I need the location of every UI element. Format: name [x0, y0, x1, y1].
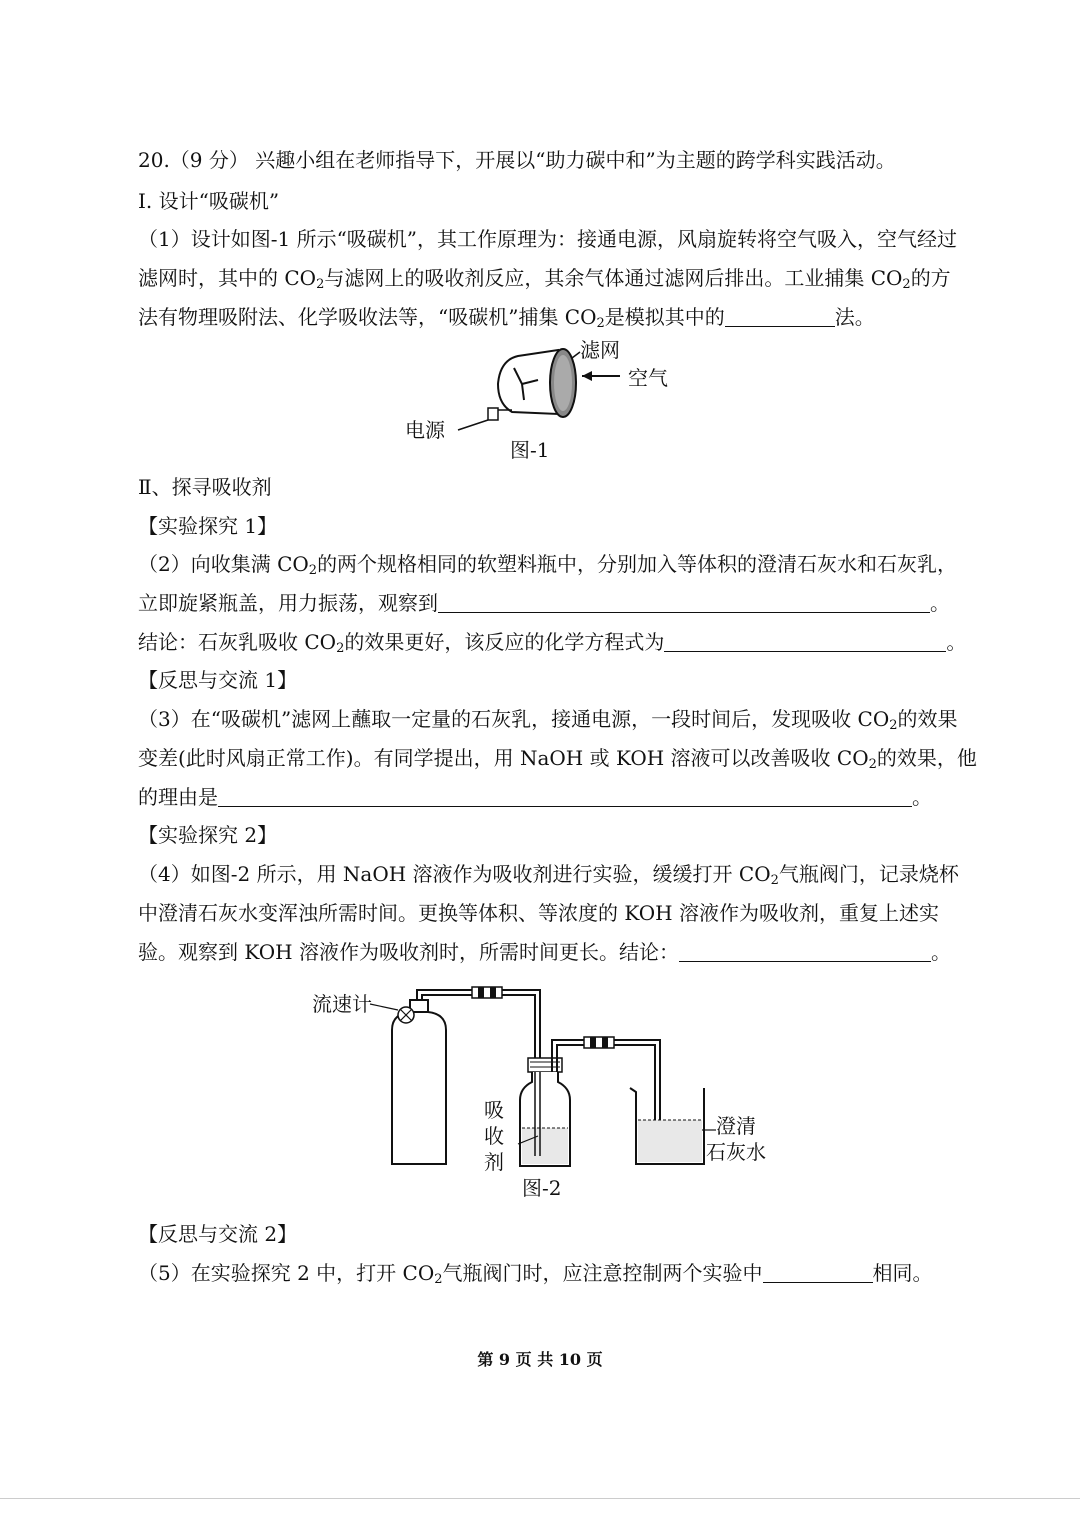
subscript: 2: [336, 641, 345, 656]
label-filter: 滤网: [580, 338, 620, 362]
figure-2-caption: 图-2: [522, 1176, 562, 1200]
reflection-2-heading: 【反思与交流 2】: [138, 1222, 298, 1246]
subscript: 2: [902, 277, 911, 292]
power-box: [488, 408, 498, 420]
subscript: 2: [889, 718, 898, 733]
subscript: 2: [868, 757, 877, 772]
subscript: 2: [316, 277, 325, 292]
q1-text-line3: [138, 303, 950, 338]
text-span: 与滤网上的吸收剂反应，其余气体通过滤网后排出。工业捕集 CO: [324, 266, 903, 290]
subscript: 2: [434, 1272, 443, 1287]
question-title: 20.（9 分） 兴趣小组在老师指导下，开展以“助力碳中和”为主题的跨学科实践活动。: [138, 148, 896, 172]
text-span: 的效果: [897, 707, 958, 731]
text-span: 是模拟其中的: [604, 305, 725, 329]
text-span: 滤网时，其中的 CO: [138, 266, 317, 290]
text-span: 结论：石灰乳吸收 CO: [138, 630, 337, 654]
answer-blank-5[interactable]: [679, 941, 931, 962]
label-air: 空气: [628, 366, 668, 390]
q4-text-line3: [138, 938, 950, 966]
text-span: 的方: [910, 266, 951, 290]
text-span: 变差(此时风扇正常工作)。有同学提出，用 NaOH 或 KOH 溶液可以改善吸收 CO: [138, 746, 869, 770]
text-span: 验。观察到 KOH 溶液作为吸收剂时，所需时间更长。结论：: [138, 940, 679, 964]
text-span: 立即旋紧瓶盖，用力振荡，观察到: [138, 591, 438, 615]
label-limewater-2: 石灰水: [706, 1140, 766, 1164]
clamp-icon: [584, 1037, 614, 1048]
q2-text-line3: [138, 628, 967, 663]
label-absorbent-1: 吸: [484, 1098, 504, 1122]
text-span: （4）如图-2 所示，用 NaOH 溶液作为吸收剂进行实验，缓缓打开 CO: [138, 862, 771, 886]
text-span: 的效果，他: [876, 746, 977, 770]
section-heading-1: I. 设计“吸碳机”: [138, 189, 280, 213]
text-span: 气瓶阀门，记录烧杯: [778, 862, 959, 886]
answer-blank-2[interactable]: [438, 592, 930, 613]
section-heading-2: Ⅱ、探寻吸收剂: [138, 475, 272, 499]
text-span: （3）在“吸碳机”滤网上蘸取一定量的石灰乳，接通电源，一段时间后，发现吸收 CO: [138, 707, 890, 731]
reflection-1-heading: 【反思与交流 1】: [138, 668, 298, 692]
q4-text-line2: 中澄清石灰水变浑浊所需时间。更换等体积、等浓度的 KOH 溶液作为吸收剂，重复上述实: [138, 901, 939, 925]
text-span: 的两个规格相同的软塑料瓶中，分别加入等体积的澄清石灰水和石灰乳，: [317, 552, 958, 576]
text-span: （5）在实验探究 2 中，打开 CO: [138, 1261, 435, 1285]
text-span: 。: [946, 630, 967, 654]
text-span: 。: [930, 591, 950, 615]
q4-text-line1: [138, 860, 959, 895]
experiment-2-heading: 【实验探究 2】: [138, 823, 278, 847]
limewater: [638, 1120, 702, 1162]
q5-text: [138, 1259, 950, 1294]
q1-text-line1: （1）设计如图-1 所示“吸碳机”，其工作原理为：接通电源，风扇旋转将空气吸入，空气经过: [138, 227, 958, 251]
subscript: 2: [770, 873, 779, 888]
answer-blank-3[interactable]: [664, 631, 946, 652]
label-absorbent-3: 剂: [484, 1150, 504, 1174]
gas-cylinder: [392, 1012, 446, 1164]
answer-blank-1[interactable]: [725, 306, 835, 327]
answer-blank-6[interactable]: [763, 1262, 873, 1283]
text-span: 气瓶阀门时，应注意控制两个实验中: [442, 1261, 763, 1285]
text-span: 。: [930, 940, 951, 964]
q2-text-line1: [138, 550, 958, 585]
text-span: （2）向收集满 CO: [138, 552, 309, 576]
text-span: 。: [912, 785, 932, 809]
q3-text-line2: [138, 744, 977, 779]
label-limewater-1: 澄清: [716, 1114, 756, 1138]
q3-text-line3: [138, 783, 950, 811]
q2-text-line2: [138, 589, 950, 617]
text-span: 法。: [834, 305, 875, 329]
label-power: 电源: [405, 418, 445, 442]
page-footer: 第 9 页 共 10 页: [477, 1350, 603, 1369]
label-absorbent-2: 收: [484, 1124, 504, 1148]
bottom-divider: [0, 1498, 1080, 1499]
absorbent-liquid: [522, 1128, 568, 1164]
text-span: 的效果更好，该反应的化学方程式为: [344, 630, 665, 654]
figure-1-diagram: [460, 338, 660, 448]
subscript: 2: [308, 563, 318, 578]
text-span: 相同。: [872, 1261, 933, 1285]
figure-1-caption: 图-1: [510, 438, 550, 462]
clamp-icon: [472, 987, 502, 998]
q1-text-line2: [138, 264, 950, 299]
experiment-1-heading: 【实验探究 1】: [138, 514, 278, 538]
label-flowmeter: 流速计: [312, 992, 372, 1016]
subscript: 2: [596, 316, 605, 331]
answer-blank-4[interactable]: [218, 786, 912, 807]
fan-icon: [514, 368, 538, 400]
q3-text-line1: [138, 705, 958, 740]
text-span: 的理由是: [138, 785, 218, 809]
text-span: 法有物理吸附法、化学吸收法等，“吸碳机”捕集 CO: [138, 305, 597, 329]
